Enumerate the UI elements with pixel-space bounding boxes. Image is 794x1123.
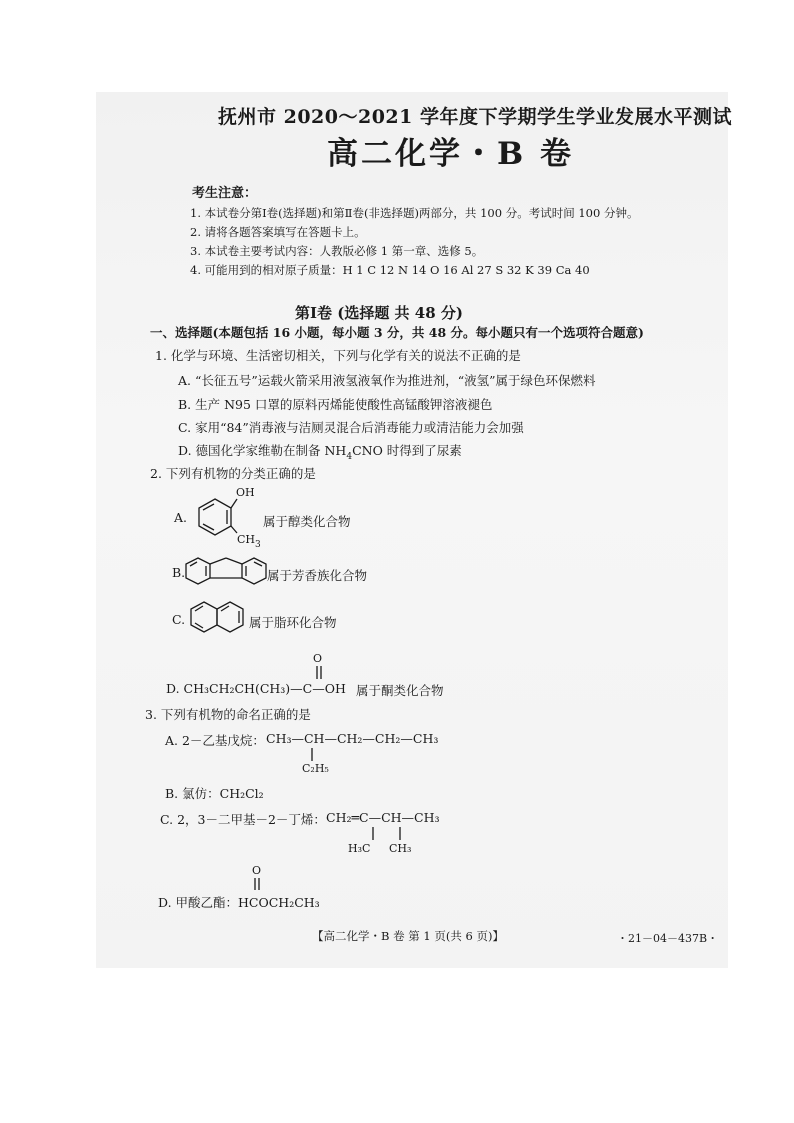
question-3-option-a-main-chain: CH₃—CH—CH₂—CH₂—CH₃ <box>266 731 439 746</box>
question-2-d-carbonyl-o: O <box>313 652 323 665</box>
paper-code: ・21－04－437B・ <box>617 932 719 945</box>
question-3-option-c-branch-1: H₃C <box>348 842 371 855</box>
question-3-a-branch-bond <box>309 747 317 763</box>
question-1-option-b: B. 生产 N95 口罩的原料丙烯能使酸性高锰酸钾溶液褪色 <box>178 397 493 412</box>
question-3-option-d: D. 甲酸乙酯：HCOCH₂CH₃ <box>158 895 320 910</box>
question-3-option-c-main-chain: CH₂═C—CH—CH₃ <box>326 810 440 825</box>
question-2-option-c-letter: C. <box>172 612 186 627</box>
question-3-option-a-label: A. 2－乙基戊烷： <box>165 733 265 748</box>
question-3-d-double-bond <box>253 877 263 893</box>
exam-subtitle: 高二化学・B 卷 <box>327 136 574 172</box>
question-3-c-branch-bonds <box>370 826 410 842</box>
exam-title: 抚州市 2020～2021 学年度下学期学生学业发展水平测试 <box>218 106 732 128</box>
question-3-option-a-branch: C₂H₅ <box>302 762 329 775</box>
question-2-option-c-text: 属于脂环化合物 <box>249 615 337 630</box>
question-2-a-oh: OH <box>236 486 255 499</box>
part-heading: 一、选择题(本题包括 16 小题，每小题 3 分，共 48 分。每小题只有一个选项符合题意) <box>150 325 644 340</box>
question-1-option-c: C. 家用“84”消毒液与洁厕灵混合后消毒能力或清洁能力会加强 <box>178 420 524 435</box>
question-2-option-a-letter: A. <box>174 510 188 525</box>
note-item-4: 4. 可能用到的相对原子质量：H 1 C 12 N 14 O 16 Al 27 S 32 K 39 Ca 40 <box>190 263 590 277</box>
question-2-option-d-text: 属于酮类化合物 <box>356 683 444 698</box>
question-3-option-c-branch-2: CH₃ <box>389 842 412 855</box>
question-1-option-a: A. “长征五号”运载火箭采用液氢液氧作为推进剂，“液氢”属于绿色环保燃料 <box>178 373 596 388</box>
section-title: 第Ⅰ卷 (选择题 共 48 分) <box>295 304 463 322</box>
question-1-stem: 1. 化学与环境、生活密切相关，下列与化学有关的说法不正确的是 <box>155 348 521 363</box>
question-3-d-carbonyl-o: O <box>252 864 262 877</box>
question-3-stem: 3. 下列有机物的命名正确的是 <box>145 707 311 722</box>
cresol-structure <box>195 495 245 535</box>
naphthalene-structure <box>189 600 249 636</box>
note-item-2: 2. 请将各题答案填写在答题卡上。 <box>190 225 366 239</box>
fluorene-structure <box>184 556 268 586</box>
question-3-option-b: B. 氯仿：CH₂Cl₂ <box>165 786 264 801</box>
question-2-option-d-formula: D. CH₃CH₂CH(CH₃)—C—OH <box>166 681 346 696</box>
question-2-option-b-text: 属于芳香族化合物 <box>267 568 368 583</box>
question-3-option-c-label: C. 2，3－二甲基－2－丁烯： <box>160 812 326 827</box>
question-2-stem: 2. 下列有机物的分类正确的是 <box>150 466 316 481</box>
page-footer: 【高二化学・B 卷 第 1 页(共 6 页)】 <box>312 929 504 943</box>
question-2-a-ch3: $CH_3$ <box>237 533 261 550</box>
note-item-1: 1. 本试卷分第Ⅰ卷(选择题)和第Ⅱ卷(非选择题)两部分，共 100 分。考试时间 100 分钟。 <box>190 206 639 220</box>
question-2-option-b-letter: B. <box>172 565 186 580</box>
question-1-option-d: D. 德国化学家维勒在制备 $NH_4CNO$ 时得到了尿素 <box>178 443 462 462</box>
question-2-option-a-text: 属于醇类化合物 <box>263 514 351 529</box>
question-2-d-double-bond <box>315 665 325 681</box>
note-item-3: 3. 本试卷主要考试内容：人教版必修 1 第一章、选修 5。 <box>190 244 484 258</box>
notes-title: 考生注意： <box>192 186 258 201</box>
